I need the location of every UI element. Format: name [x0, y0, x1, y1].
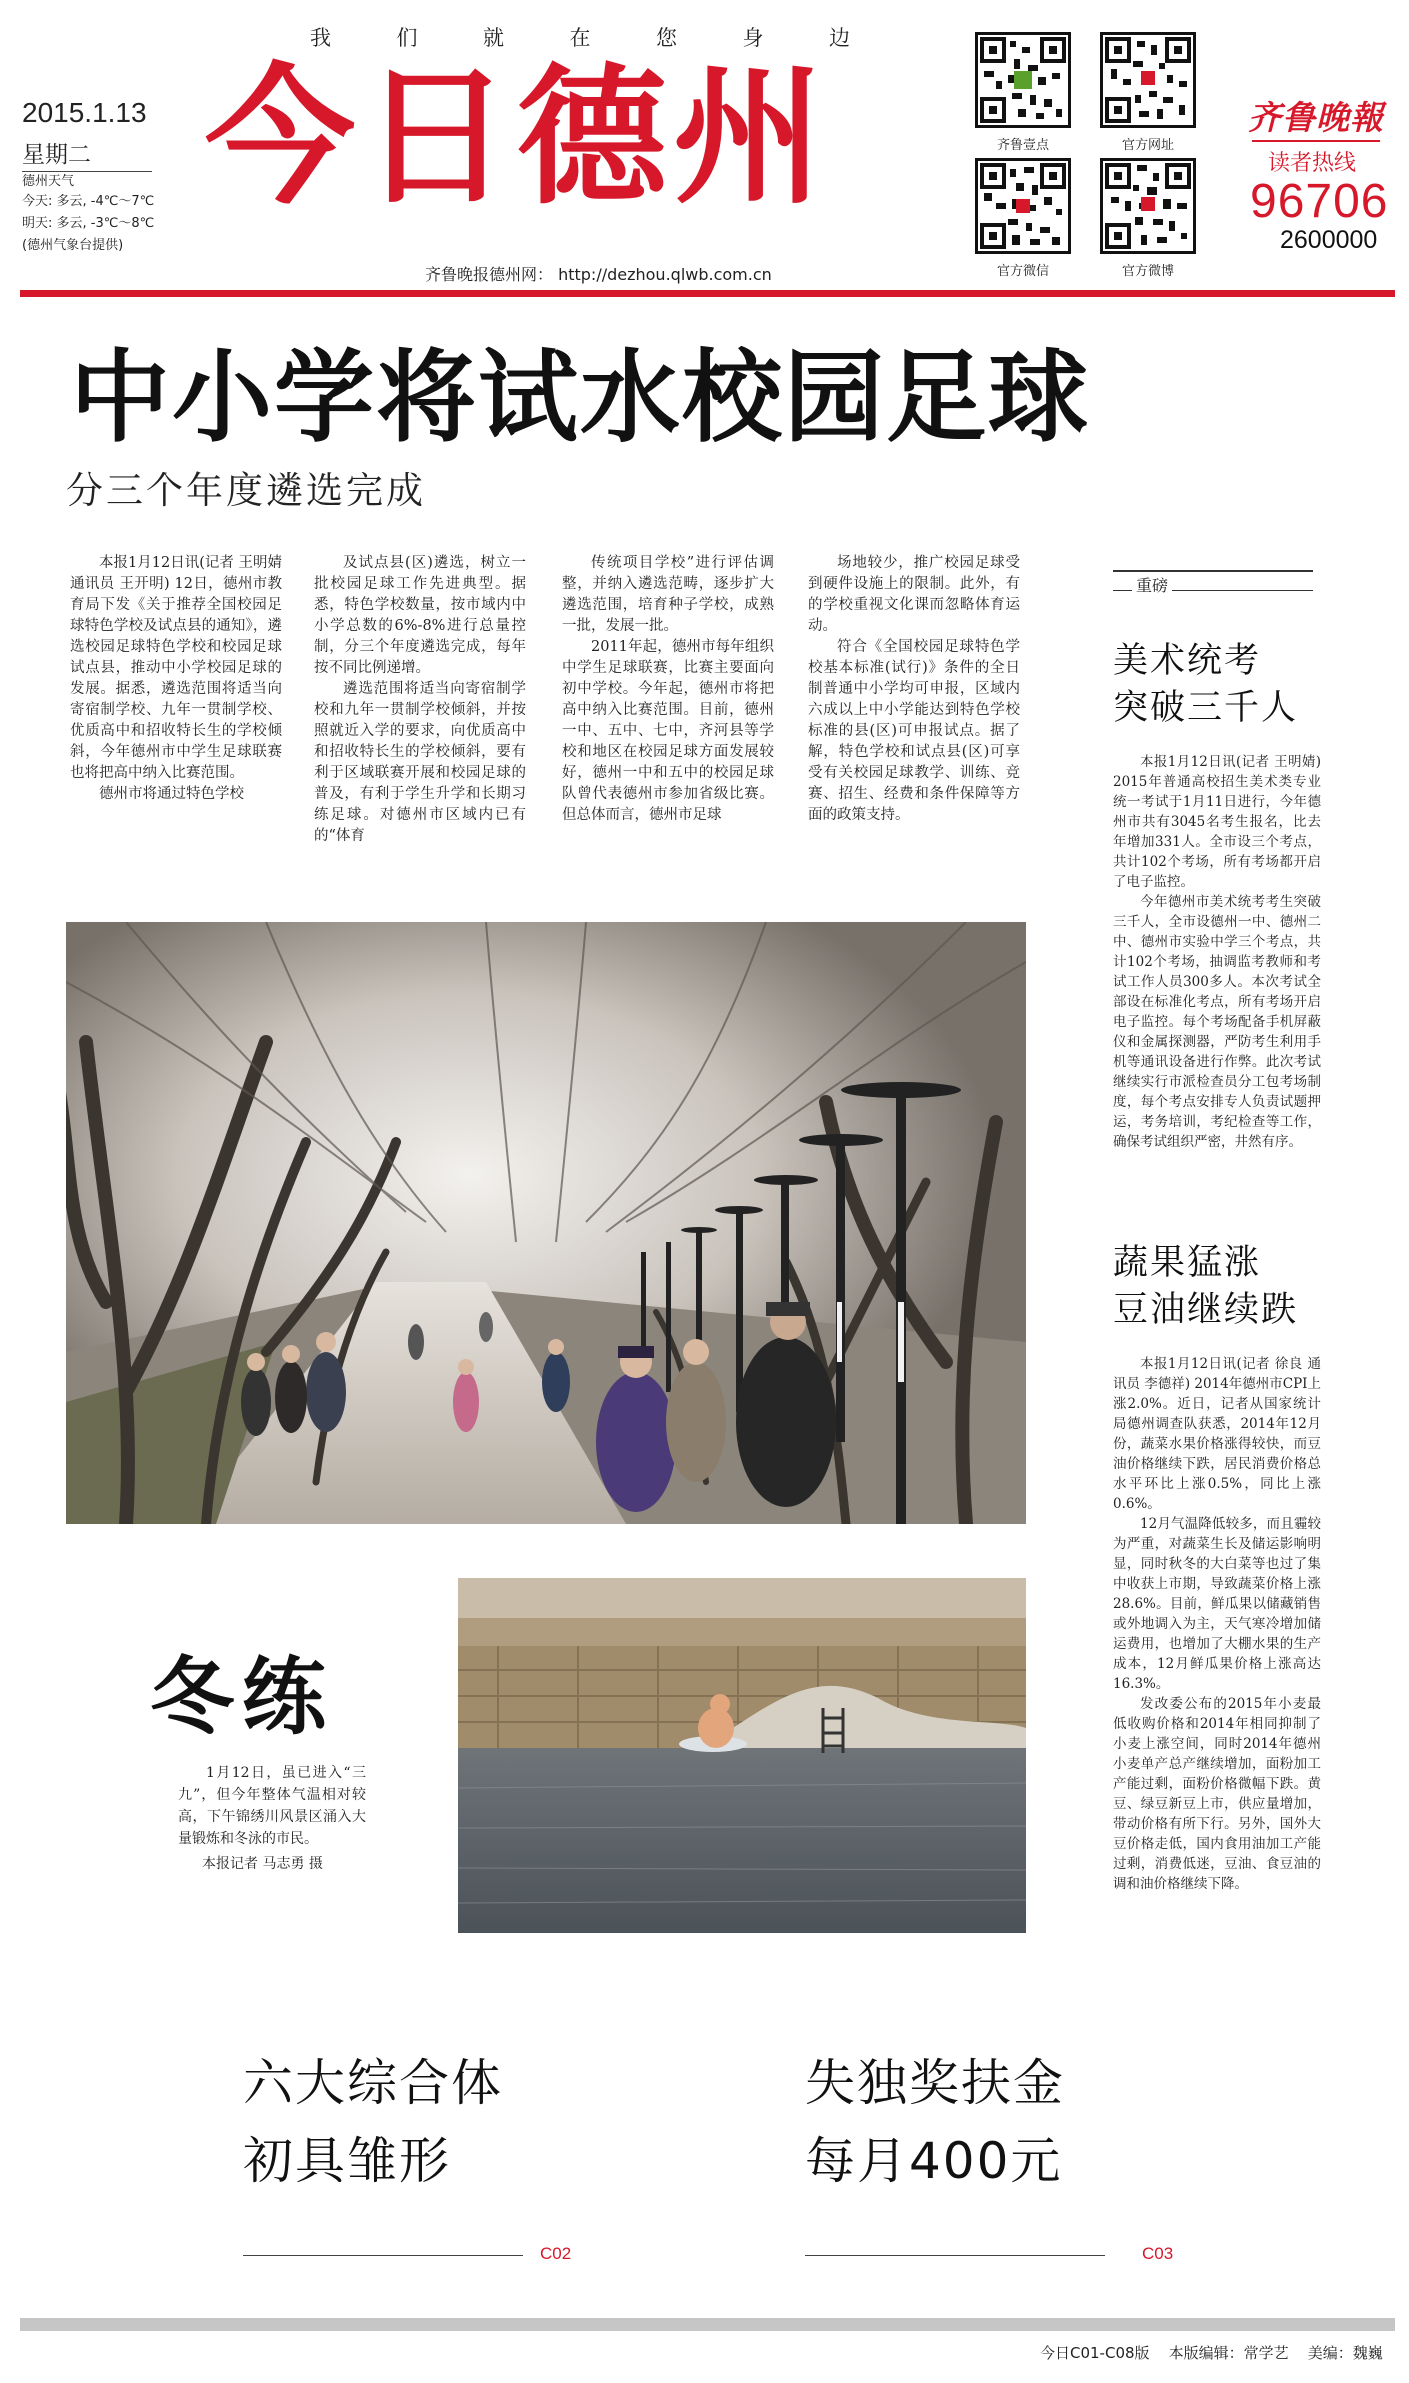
hotline-number: 96706 — [1250, 175, 1389, 228]
slogan-char: 您 — [656, 26, 677, 50]
sidebar-paragraph: 本报1月12日讯(记者 王明婧) 2015年普通高校招生美术类专业统一考试于1月11日进行，今年德州市共有3045名考生报名，比去年增加331人。全市设三个考点，共计102个考场，所有考场都开启了电子监控。 — [1113, 754, 1321, 890]
footer-editor: 本版编辑：常学艺 — [1168, 2344, 1289, 2362]
teaser-page-ref[interactable]: C02 — [540, 2244, 572, 2263]
website-link[interactable]: 齐鲁晚报德州网： http://dezhou.qlwb.com.cn — [425, 265, 772, 284]
teaser-line: 失独奖扶金 — [805, 2054, 1065, 2112]
winter-feature-title: 冬练 — [150, 1647, 335, 1746]
lead-paragraph: 及试点县(区)遴选，树立一批校园足球工作先进典型。据悉，特色学校数量，按市域内中小学总数的6%-8%进行总量控制，分三个年度遴选完成，每年按不同比例递增。 — [314, 555, 526, 676]
slogan-char: 就 — [483, 26, 504, 50]
hotline-number-secondary: 2600000 — [1280, 226, 1378, 254]
teaser-line: 每月400元 — [805, 2132, 1063, 2190]
hotline-label: 读者热线 — [1268, 151, 1357, 176]
lead-paragraph: 符合《全国校园足球特色学校基本标准(试行)》条件的全日制普通中小学均可申报，区域内六成以上中小学能达到特色学校标准的县(区)可申报试点。据了解，特色学校和试点县(区)可享受有关校园足球教学、训练、竞赛、招生、经费和条件保障等方面的政策支持。 — [808, 639, 1020, 823]
slogan-char: 们 — [396, 26, 418, 50]
masthead-slogan — [310, 22, 850, 52]
sidebar-paragraph: 本报1月12日讯(记者 徐良 通讯员 李德祥) 2014年德州市CPI上涨2.0%。近日，记者从国家统计局德州调查队获悉，2014年12月份，蔬菜水果价格涨得较快，而豆油价格继续下跌，居民消费价格总水平环比上涨0.5%，同比上涨0.6%。 — [1113, 1356, 1321, 1512]
sidebar-headline-line: 突破三千人 — [1113, 688, 1299, 728]
lead-column — [808, 553, 1020, 826]
slogan-char: 边 — [829, 26, 850, 50]
sidebar-headline — [1113, 1240, 1298, 1334]
slogan-char: 我 — [310, 26, 331, 50]
issue-weekday: 星期二 — [22, 136, 152, 172]
photo-credit: 本报记者 马志勇 摄 — [202, 1856, 323, 1872]
lead-column — [314, 553, 526, 847]
lead-paragraph: 本报1月12日讯(记者 王明婧 通讯员 王开明) 12日，德州市教育局下发《关于推荐全国校园足球特色学校及试点县的通知》，遴选校园足球特色学校和校园足球试点县，推动中小学校园足球的发展。据悉，遴选范围将适当向寄宿制学校、九年一贯制学校、优质高中和招收特长生的学校倾斜，今年德州市中学生足球联赛也将把高中纳入比赛范围。 — [70, 555, 282, 781]
sidebar-paragraph: 发改委公布的2015年小麦最低收购价格和2014年相同抑制了小麦上涨空间，同时2014年德州小麦单产总产继续增加，面粉加工产能过剩，面粉价格微幅下跌。黄豆、绿豆新豆上市，供应量增加，带动价格有所下行。另外，国外大豆价格走低，国内食用油加工产能过剩，消费低迷，豆油、食豆油的调和油价格继续下降。 — [1113, 1696, 1321, 1892]
teaser-rule — [243, 2255, 523, 2256]
winter-photo — [458, 1578, 1026, 1933]
footer-credits — [1040, 2342, 1383, 2363]
weather-tomorrow: 明天: 多云, -3℃～8℃ — [22, 216, 155, 231]
sidebar-headline — [1113, 638, 1298, 732]
qr-label: 官方微信 — [996, 264, 1049, 279]
teaser-rule — [805, 2255, 1105, 2256]
teaser-line: 初具雏形 — [243, 2132, 451, 2190]
qr-code-icon[interactable] — [975, 32, 1071, 128]
sidebar-tag: 重磅 — [1132, 573, 1172, 596]
weather-title: 德州天气 — [22, 174, 75, 189]
teaser[interactable] — [243, 2044, 503, 2200]
lead-photo — [66, 922, 1026, 1524]
qr-code-icon[interactable] — [975, 158, 1071, 254]
sidebar-story — [1113, 1354, 1321, 1894]
footer-rule — [20, 2318, 1395, 2331]
qr-code-icon[interactable] — [1100, 32, 1196, 128]
lead-paragraph: 德州市将通过特色学校 — [99, 786, 244, 802]
qilu-evening-logo: 齐鲁晚報 — [1248, 98, 1384, 137]
hotline-divider — [1252, 140, 1380, 142]
weather-today: 今天: 多云, -4℃～7℃ — [22, 194, 155, 209]
sidebar-paragraph: 12月气温降低较多，而且霾较为严重，对蔬菜生长及储运影响明显，同时秋冬的大白菜等也过了集中收获上市期，导致蔬菜价格上涨28.6%。目前，鲜瓜果以储藏销售或外地调入为主，天气寒冷增加储运费用，也增加了大棚水果的生产成本，12月鲜瓜果价格上涨高达16.3%。 — [1113, 1516, 1321, 1692]
masthead-rule — [20, 290, 1395, 297]
sidebar-story — [1113, 752, 1321, 1152]
qr-label: 官方网址 — [1121, 138, 1174, 153]
sidebar-headline-line: 美术统考 — [1113, 641, 1262, 681]
lead-column — [70, 553, 282, 805]
winter-caption — [178, 1762, 366, 1850]
issue-date: 2015.1.13 — [22, 97, 147, 128]
qr-label: 齐鲁壹点 — [996, 138, 1049, 153]
sidebar-headline-line: 豆油继续跌 — [1113, 1290, 1299, 1330]
slogan-char: 身 — [742, 26, 764, 50]
teaser[interactable] — [805, 2044, 1065, 2200]
teaser-line: 六大综合体 — [243, 2054, 503, 2112]
newspaper-logo: 今日德州 — [205, 49, 830, 225]
lead-headline: 中小学将试水校园足球 — [70, 339, 1090, 456]
lead-column — [562, 553, 774, 826]
teaser-page-ref[interactable]: C03 — [1142, 2244, 1174, 2263]
winter-caption-text: 1月12日，虽已进入“三九”，但今年整体气温相对较高，下午锦绣川风景区涌入大量锻炼和冬泳的市民。 — [178, 1765, 366, 1847]
lead-paragraph: 遴选范围将适当向寄宿制学校和九年一贯制学校倾斜，并按照就近入学的要求，向优质高中和招收特长生的学校倾斜，要有利于区域联赛开展和校园足球的普及，有利于学生升学和长期习练足球。对德州市区域内已有的“体育 — [314, 681, 526, 844]
slogan-char: 在 — [569, 26, 591, 50]
lead-paragraph: 场地较少，推广校园足球受到硬件设施上的限制。此外，有的学校重视文化课而忽略体育运动。 — [808, 555, 1020, 634]
qr-label: 官方微博 — [1121, 264, 1174, 279]
qr-code-icon[interactable] — [1100, 158, 1196, 254]
lead-paragraph: 2011年起，德州市每年组织中学生足球联赛，比赛主要面向初中学校。今年起，德州市将把高中纳入比赛范围。目前，德州一中、五中、七中，齐河县等学校和地区在校园足球方面发展较好，德州一中和五中的校园足球队曾代表德州市参加省级比赛。但总体而言，德州市足球 — [562, 639, 774, 823]
lead-subhead: 分三个年度遴选完成 — [66, 469, 426, 512]
sidebar-headline-line: 蔬果猛涨 — [1113, 1243, 1262, 1283]
footer-designer: 美编：魏巍 — [1307, 2344, 1383, 2362]
lead-paragraph: 传统项目学校”进行评估调整，并纳入遴选范畴，逐步扩大遴选范围，培育种子学校，成熟一批，发展一批。 — [562, 555, 774, 634]
weather-source: (德州气象台提供) — [22, 238, 124, 253]
sidebar-paragraph: 今年德州市美术统考考生突破三千人，全市设德州一中、德州二中、德州市实验中学三个考点，共计102个考场，抽调监考教师和考试工作人员300多人。本次考试全部设在标准化考点，所有考场开启电子监控。每个考场配备手机屏蔽仪和金属探测器，严防考生利用手机等通讯设备进行作弊。此次考试继续实行市派检查员分工包考场制度，每个考点安排专人负责试题押运，考务培训，考纪检查等工作，确保考试组织严密，井然有序。 — [1113, 894, 1321, 1150]
footer-pages: 今日C01-C08版 — [1040, 2344, 1150, 2362]
